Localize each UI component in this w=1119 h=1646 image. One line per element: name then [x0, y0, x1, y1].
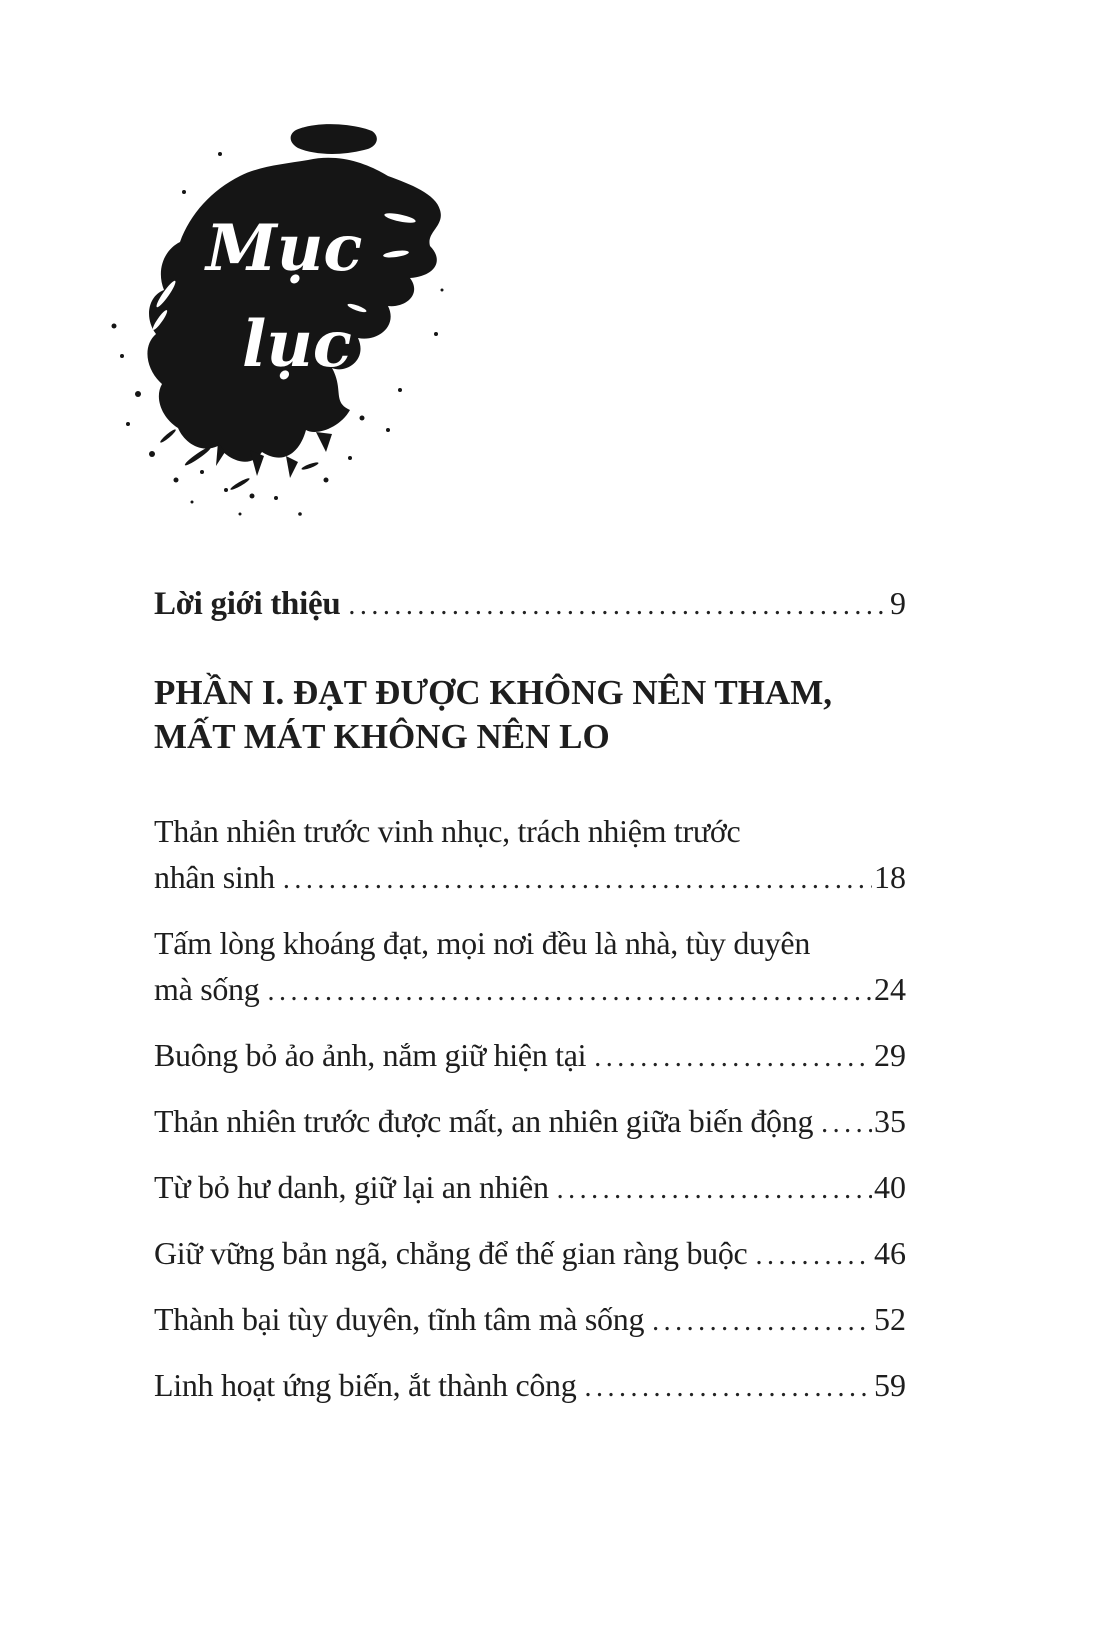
toc-entry-title-line: Từ bỏ hư danh, giữ lại an nhiên [154, 1169, 549, 1205]
toc-entry-title-line: Tấm lòng khoáng đạt, mọi nơi đều là nhà, tùy duyên [154, 925, 811, 961]
intro-page-number: 9 [890, 585, 906, 621]
muc-luc-word-1: Mục [206, 211, 363, 286]
toc-entry [154, 1230, 906, 1279]
ink-splatter-svg [100, 98, 460, 528]
dot-leader [584, 1365, 872, 1411]
toc-entry [154, 1098, 906, 1147]
toc-entry-title-line: Thản nhiên trước vinh nhục, trách nhiệm trước [154, 813, 741, 849]
toc-entry-title-line: Thản nhiên trước được mất, an nhiên giữa biến động [154, 1103, 814, 1139]
toc-intro-row [154, 580, 906, 629]
toc-entry [154, 920, 906, 1015]
toc-page-number: 24 [874, 971, 906, 1007]
table-of-contents [154, 580, 906, 1428]
dot-leader [755, 1233, 872, 1279]
toc-entry-title-line: Linh hoạt ứng biến, ắt thành công [154, 1367, 577, 1403]
toc-page-number: 52 [874, 1301, 906, 1337]
dot-leader [652, 1299, 872, 1345]
part-heading-line2: MẤT MÁT KHÔNG NÊN LO [154, 717, 610, 756]
toc-entry [154, 1362, 906, 1411]
muc-luc-ink-splatter-graphic [100, 98, 460, 528]
intro-title: Lời giới thiệu [154, 586, 341, 622]
toc-entry [154, 1032, 906, 1081]
dot-leader [348, 583, 888, 629]
toc-page-number: 18 [874, 859, 906, 895]
toc-entry-title-line: mà sống [154, 971, 260, 1007]
toc-page-number: 29 [874, 1037, 906, 1073]
dot-leader [557, 1167, 872, 1213]
toc-entry [154, 808, 906, 903]
toc-page-number: 35 [874, 1103, 906, 1139]
toc-page-number: 59 [874, 1367, 906, 1403]
toc-entry-title-line: Thành bại tùy duyên, tĩnh tâm mà sống [154, 1301, 645, 1337]
toc-page-number: 46 [874, 1235, 906, 1271]
toc-entry-title-line: Giữ vững bản ngã, chẳng để thế gian ràng buộc [154, 1235, 748, 1271]
toc-entry-title-line: nhân sinh [154, 859, 275, 895]
toc-entry [154, 1296, 906, 1345]
toc-entry [154, 1164, 906, 1213]
dot-leader [594, 1035, 872, 1081]
toc-page-number: 40 [874, 1169, 906, 1205]
muc-luc-word-2: lục [242, 307, 352, 382]
dot-leader [821, 1101, 872, 1147]
part-heading-line1: PHẦN I. ĐẠT ĐƯỢC KHÔNG NÊN THAM, [154, 673, 832, 712]
toc-entry-title-line: Buông bỏ ảo ảnh, nắm giữ hiện tại [154, 1037, 587, 1073]
dot-leader [267, 969, 872, 1015]
part-heading [154, 671, 906, 759]
dot-leader [283, 857, 872, 903]
